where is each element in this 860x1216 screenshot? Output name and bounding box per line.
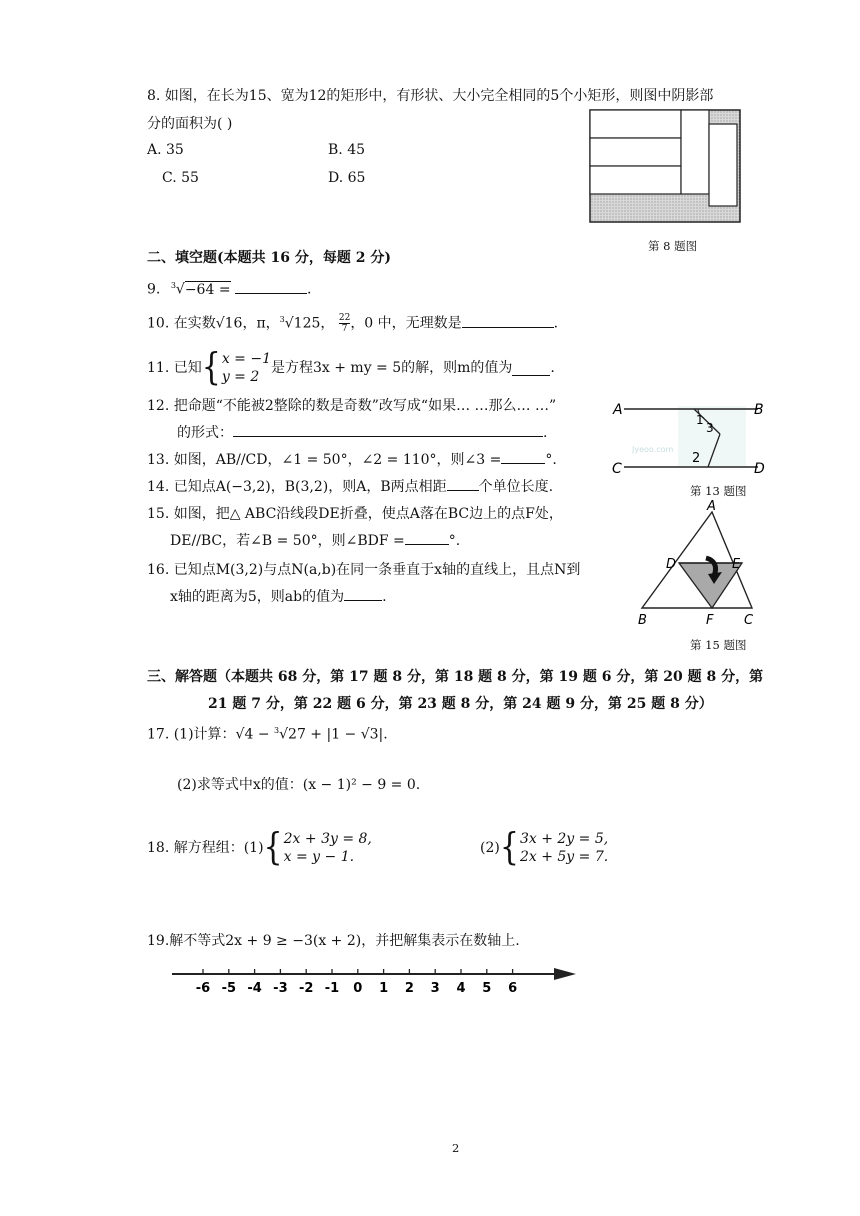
- q15-stem: DE//BC，若∠B = 50°，则∠BDF =: [170, 533, 405, 549]
- q11-eq2: y = 2: [221, 369, 260, 385]
- q12-line1: 12. 把命题“不能被2整除的数是奇数”改写成“如果… …那么… …”: [147, 398, 557, 414]
- q16-line1: 16. 已知点M(3,2)与点N(a,b)在同一条垂直于x轴的直线上，且点N到: [147, 562, 581, 578]
- q13-label-angle3: 3: [706, 421, 714, 435]
- q15-figure-caption: 第 15 题图: [690, 638, 747, 652]
- q9-root-index: 3: [170, 281, 176, 290]
- q13-figure: [608, 396, 774, 482]
- q15-label-b: B: [638, 613, 647, 628]
- q15-figure: [632, 498, 760, 630]
- q8-figure-caption: 第 8 题图: [648, 239, 698, 253]
- q11-stem-end: 是方程3x + my = 5的解，则m的值为: [270, 360, 513, 376]
- q16-period: .: [382, 589, 387, 605]
- q8-option-a: A. 35: [147, 142, 184, 158]
- q11-answer-blank[interactable]: [512, 361, 550, 376]
- q13-label-angle1: 1: [696, 413, 704, 427]
- q13-answer-blank[interactable]: [501, 449, 545, 464]
- q8-stem-line2: 分的面积为( ): [147, 116, 233, 132]
- q14-stem-start: 14. 已知点A(−3,2)，B(3,2)，则A，B两点相距: [147, 479, 447, 495]
- q17-cbrt-index: 3: [274, 726, 280, 735]
- q12-period: .: [543, 425, 548, 441]
- q16-stem: x轴的距离为5，则ab的值为: [170, 589, 345, 605]
- q15-line2: [170, 530, 460, 551]
- q18-system1-eq1: 2x + 3y = 8,: [283, 831, 372, 847]
- q8-figure: [588, 108, 744, 226]
- q18-system-1: [284, 830, 372, 866]
- section2-title: 二、填空题(本题共 16 分，每题 2 分): [147, 250, 391, 266]
- q8-option-b: B. 45: [328, 142, 366, 158]
- q11-stem-start: 11. 已知: [147, 360, 202, 376]
- page-number: 2: [452, 1141, 460, 1155]
- q13-degree-period: °.: [545, 452, 557, 468]
- q9-number: 9.: [147, 281, 161, 298]
- q9-line: [147, 276, 311, 300]
- q19-tick-label: 2: [404, 981, 414, 996]
- q13-stem: 13. 如图，AB//CD，∠1 = 50°，∠2 = 110°，则∠3 =: [147, 452, 502, 468]
- q11-system: [222, 350, 271, 386]
- q10-answer-blank[interactable]: [462, 313, 554, 328]
- q17-part1-start: 17. (1)计算：√4 −: [147, 726, 275, 743]
- section3-title-line1: 三、解答题（本题共 68 分，第 17 题 8 分，第 18 题 8 分，第 19 题 6 分，第 20 题 8 分，第: [147, 669, 764, 685]
- q13-watermark: Jyeoo.com: [632, 445, 674, 454]
- q19-tick-label: -4: [247, 981, 262, 996]
- q9-period: .: [307, 281, 312, 298]
- q18-system2-eq1: 3x + 2y = 5,: [519, 831, 609, 847]
- q15-label-f: F: [706, 613, 714, 628]
- q13-label-c: C: [612, 461, 622, 477]
- q17-part2: (2)求等式中x的值：(x − 1)² − 9 = 0.: [177, 777, 421, 793]
- section3-title-line2: 21 题 7 分，第 22 题 6 分，第 23 题 8 分，第 24 题 9 分，第 25 题 8 分）: [208, 696, 713, 712]
- q13-label-a: A: [613, 402, 623, 418]
- q11-brace: {: [201, 345, 221, 390]
- q8-option-d: D. 65: [328, 170, 366, 186]
- q19-stem: 19.解不等式2x + 9 ≥ −3(x + 2)，并把解集表示在数轴上.: [147, 933, 520, 949]
- q14-stem-end: 个单位长度.: [478, 479, 554, 495]
- q12-answer-blank[interactable]: [233, 422, 543, 437]
- q10-stem-start: 10. 在实数√16，π，: [147, 315, 280, 332]
- q10-stem-end: ，0 中，无理数是: [350, 315, 462, 332]
- q9-answer-blank[interactable]: [235, 279, 307, 294]
- q18-line: [147, 825, 372, 870]
- q19-tick-label: -6: [195, 981, 211, 996]
- q15-label-c: C: [744, 613, 754, 628]
- q19-tick-label: -2: [298, 981, 314, 996]
- q10-fraction-numerator: 22: [338, 313, 351, 324]
- q19-tick-label: -1: [324, 981, 340, 996]
- q8-stem-line1: 8. 如图，在长为15、宽为12的矩形中，有形状、大小完全相同的5个小矩形，则图中阴影部: [147, 88, 714, 104]
- q18-system1-eq2: x = y − 1.: [283, 849, 355, 865]
- q11-period: .: [550, 360, 555, 376]
- q16-line2: [170, 586, 387, 607]
- q14-answer-blank[interactable]: [447, 476, 479, 491]
- q18-part2: [480, 825, 609, 870]
- q8-option-c: C. 55: [162, 170, 199, 186]
- q14-line: [147, 476, 553, 497]
- q19-tick-label: 6: [508, 981, 518, 996]
- q10-cbrt: √125，: [284, 315, 335, 332]
- q15-answer-blank[interactable]: [405, 530, 449, 545]
- q9-radicand: −64 =: [184, 281, 231, 298]
- q11-eq1: x = −1: [221, 351, 271, 367]
- q11-line: [147, 345, 555, 390]
- q18-system-2: [520, 830, 608, 866]
- q19-tick-label: 4: [456, 981, 466, 996]
- q13-label-d: D: [754, 461, 765, 477]
- q10-cbrt-index: 3: [279, 315, 285, 324]
- q19-tick-label: -3: [273, 981, 288, 996]
- q18-part2-label: (2): [480, 840, 500, 856]
- q12-line2: [177, 422, 547, 443]
- q18-brace-2: {: [499, 825, 519, 870]
- q18-stem: 18. 解方程组：(1): [147, 840, 264, 856]
- q13-label-b: B: [754, 402, 764, 418]
- q19-tick-label: 5: [482, 981, 492, 996]
- q10-period: .: [553, 315, 559, 332]
- q19-tick-label: -5: [221, 981, 237, 996]
- q15-degree-period: °.: [448, 533, 461, 549]
- q15-label-d: D: [666, 557, 677, 572]
- q15-label-e: E: [732, 557, 741, 572]
- q19-tick-label: 3: [430, 981, 440, 996]
- q12-prefix: 的形式：: [177, 425, 233, 441]
- q19-number-line: [170, 962, 582, 996]
- q16-answer-blank[interactable]: [344, 586, 382, 601]
- q10-fraction-denominator: 7: [341, 324, 348, 335]
- q13-figure-caption: 第 13 题图: [690, 484, 747, 498]
- q15-label-a: A: [707, 499, 716, 514]
- q10-line: [147, 310, 558, 334]
- q19-tick-label: 0: [353, 981, 363, 996]
- q19-tick-label: 1: [379, 981, 389, 996]
- q10-fraction: [339, 313, 350, 334]
- q18-brace-1: {: [263, 825, 283, 870]
- q18-system2-eq2: 2x + 5y = 7.: [519, 849, 609, 865]
- q15-line1: 15. 如图，把△ ABC沿线段DE折叠，使点A落在BC边上的点F处，: [147, 506, 563, 522]
- q17-part1: [147, 721, 388, 745]
- q17-part1-end: √27 + |1 − √3|.: [279, 726, 388, 743]
- q13-label-angle2: 2: [692, 451, 701, 466]
- q9-radical-sign: √: [175, 281, 185, 298]
- q13-line: [147, 449, 557, 470]
